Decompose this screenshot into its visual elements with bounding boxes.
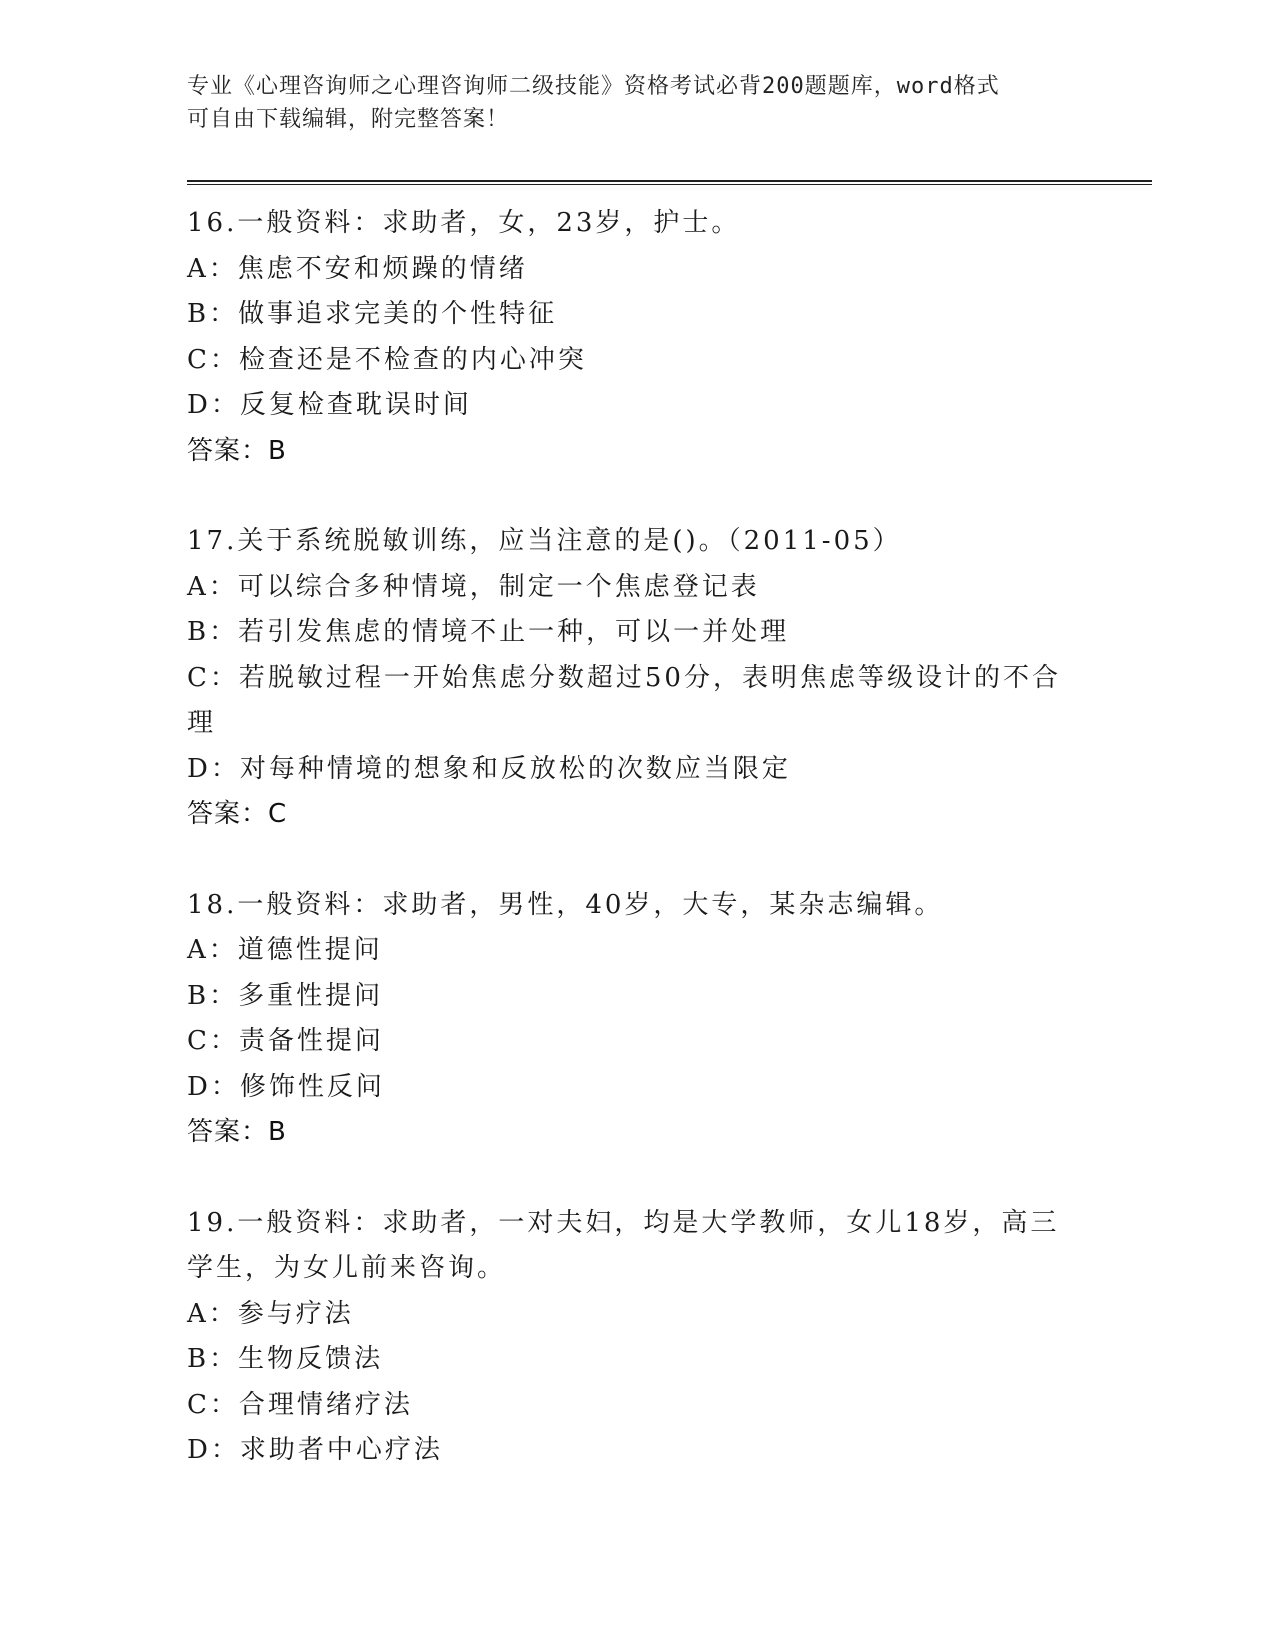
question-stem: 16.一般资料：求助者，女，23岁，护士。 <box>187 208 741 238</box>
option-a: A：参与疗法 <box>187 1298 354 1329</box>
header-divider <box>187 180 1152 185</box>
option-d: D：求助者中心疗法 <box>187 1435 443 1465</box>
question-17 <box>187 519 1152 838</box>
document-page <box>187 70 1152 1519</box>
question-19 <box>187 1201 1152 1474</box>
option-c: C：检查还是不检查的内心冲突 <box>187 344 587 375</box>
answer-label: 答案：B <box>187 1117 287 1147</box>
option-b: B：多重性提问 <box>187 980 384 1011</box>
answer-label: 答案：C <box>187 799 288 829</box>
option-c: C：合理情绪疗法 <box>187 1389 413 1420</box>
question-stem: 18.一般资料：求助者，男性，40岁，大专，某杂志编辑。 <box>187 889 944 920</box>
header-title-line-2: 可自由下载编辑，附完整答案！ <box>187 107 510 132</box>
option-a: A：焦虑不安和烦躁的情绪 <box>187 253 528 284</box>
option-c: C：若脱敏过程一开始焦虑分数超过50分，表明焦虑等级设计的不合 <box>187 662 1061 693</box>
option-d: D：修饰性反问 <box>187 1071 385 1102</box>
header-title-line-1: 专业《心理咨询师之心理咨询师二级技能》资格考试必背200题题库，word格式 <box>187 74 1000 99</box>
option-a: A：可以综合多种情境，制定一个焦虑登记表 <box>187 571 760 602</box>
option-a: A：道德性提问 <box>187 935 383 965</box>
option-b: B：做事追求完美的个性特征 <box>187 299 558 329</box>
question-16 <box>187 201 1152 474</box>
question-stem: 19.一般资料：求助者，一对夫妇，均是大学教师，女儿18岁，高三 <box>187 1207 1060 1238</box>
option-c: C：责备性提问 <box>187 1026 384 1056</box>
option-c-continued: 理 <box>187 708 217 738</box>
question-list <box>187 201 1152 1474</box>
option-d: D：反复检查耽误时间 <box>187 390 472 420</box>
option-d: D：对每种情境的想象和反放松的次数应当限定 <box>187 753 791 784</box>
option-b: B：若引发焦虑的情境不止一种，可以一并处理 <box>187 617 790 647</box>
question-stem-continued: 学生，为女儿前来咨询。 <box>187 1253 507 1283</box>
question-stem: 17.关于系统脱敏训练，应当注意的是()。（2011-05） <box>187 526 902 556</box>
answer-label: 答案：B <box>187 435 287 466</box>
question-18 <box>187 883 1152 1156</box>
option-b: B：生物反馈法 <box>187 1344 384 1374</box>
